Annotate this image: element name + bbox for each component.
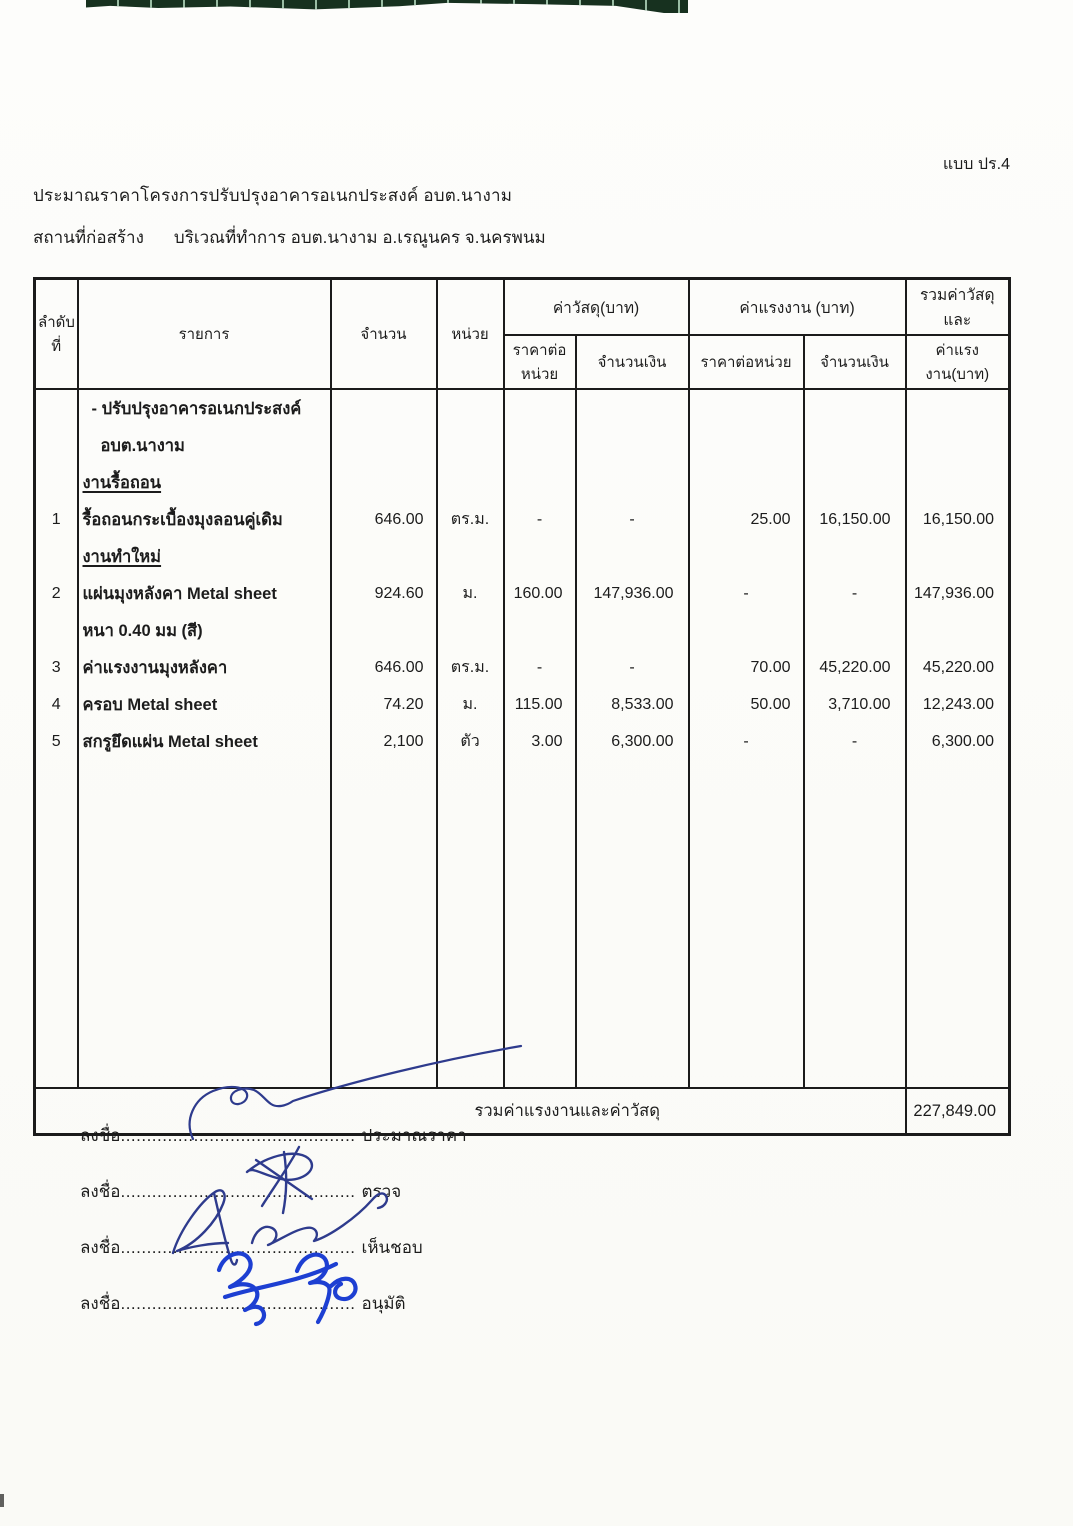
cell-no: 5 [35, 723, 78, 760]
table-body [35, 389, 1010, 1088]
cell-material-unit-price [504, 612, 576, 649]
cell-total [906, 760, 1010, 1088]
cell-unit: ม. [437, 686, 504, 723]
cell-no: 2 [35, 575, 78, 612]
cell-quantity [331, 538, 437, 575]
cell-quantity: 924.60 [331, 575, 437, 612]
cell-material-amount [576, 464, 689, 501]
cell-labor-unit-price: - [689, 723, 804, 760]
cell-material-unit-price [504, 760, 576, 1088]
cell-labor-amount [804, 612, 906, 649]
cell-material-amount: 147,936.00 [576, 575, 689, 612]
cell-material-unit-price: - [504, 501, 576, 538]
sign-role: ประมาณราคา [361, 1126, 467, 1145]
col-header-no [35, 279, 78, 390]
header-row-1 [35, 279, 1010, 336]
table-row [35, 686, 1010, 723]
sign-role: เห็นชอบ [361, 1238, 423, 1257]
cell-material-unit-price [504, 427, 576, 464]
cell-material-unit-price: 160.00 [504, 575, 576, 612]
cell-item [78, 760, 331, 1088]
cell-item: ค่าแรงงานมุงหลังคา [78, 649, 331, 686]
grand-total-value: 227,849.00 [906, 1088, 1010, 1135]
sign-prefix: ลงชื่อ [80, 1182, 121, 1201]
cell-labor-unit-price: 50.00 [689, 686, 804, 723]
cell-material-amount: 6,300.00 [576, 723, 689, 760]
cell-no [35, 760, 78, 1088]
cell-material-amount: - [576, 501, 689, 538]
cell-total [906, 538, 1010, 575]
scan-artifact [0, 1494, 4, 1507]
cell-no [35, 612, 78, 649]
table-row [35, 389, 1010, 427]
col-header-labor-group: ค่าแรงงาน (บาท) [689, 279, 906, 336]
cell-item: รื้อถอนกระเบื้องมุงลอนคู่เดิม [78, 501, 331, 538]
cell-labor-unit-price [689, 760, 804, 1088]
signature-line-authorizer [80, 1290, 406, 1317]
cell-unit: ตร.ม. [437, 649, 504, 686]
cell-no: 3 [35, 649, 78, 686]
cell-unit: ตร.ม. [437, 501, 504, 538]
cell-material-unit-price [504, 538, 576, 575]
cell-item: แผ่นมุงหลังคา Metal sheet [78, 575, 331, 612]
cell-material-amount: 8,533.00 [576, 686, 689, 723]
table-row [35, 649, 1010, 686]
cell-quantity [331, 427, 437, 464]
construction-site-line [33, 224, 546, 251]
cell-quantity [331, 389, 437, 427]
cell-material-unit-price: 3.00 [504, 723, 576, 760]
cell-labor-amount: 3,710.00 [804, 686, 906, 723]
cell-material-amount [576, 538, 689, 575]
sign-role: ตรวจ [361, 1182, 402, 1201]
cell-labor-amount: - [804, 723, 906, 760]
table-row [35, 575, 1010, 612]
table-row [35, 612, 1010, 649]
col-header-labor-unit-price: ราคาต่อหน่วย [689, 335, 804, 389]
cell-item: หนา 0.40 มม (สี) [78, 612, 331, 649]
signature-line-approver [80, 1234, 423, 1261]
cell-material-unit-price [504, 389, 576, 427]
col-header-material-amount: จำนวนเงิน [576, 335, 689, 389]
col-header-grand-total-line1: รวมค่าวัสดุและ [906, 279, 1010, 336]
cell-material-unit-price: 115.00 [504, 686, 576, 723]
signature-line-estimator [80, 1122, 467, 1149]
table-row [35, 723, 1010, 760]
cell-unit: ตัว [437, 723, 504, 760]
cell-no [35, 538, 78, 575]
cell-no [35, 464, 78, 501]
cell-total: 6,300.00 [906, 723, 1010, 760]
cell-quantity: 74.20 [331, 686, 437, 723]
cell-unit: ม. [437, 575, 504, 612]
cell-labor-unit-price [689, 464, 804, 501]
cell-material-unit-price: - [504, 649, 576, 686]
cell-labor-amount: 16,150.00 [804, 501, 906, 538]
cell-total: 12,243.00 [906, 686, 1010, 723]
cell-material-amount [576, 427, 689, 464]
cell-unit [437, 464, 504, 501]
cell-labor-amount: - [804, 575, 906, 612]
cell-quantity: 646.00 [331, 649, 437, 686]
cell-item: สกรูยึดแผ่น Metal sheet [78, 723, 331, 760]
col-header-labor-amount: จำนวนเงิน [804, 335, 906, 389]
document-title: ประมาณราคาโครงการปรับปรุงอาคารอเนกประสงค์ อบต.นางาม [33, 186, 513, 205]
cell-quantity: 646.00 [331, 501, 437, 538]
table-empty-space [35, 760, 1010, 1088]
col-header-material-group: ค่าวัสดุ(บาท) [504, 279, 689, 336]
col-header-unit: หน่วย [437, 279, 504, 390]
col-header-quantity: จำนวน [331, 279, 437, 390]
cost-estimate-table [33, 277, 1011, 1136]
cell-labor-unit-price [689, 612, 804, 649]
signature-dotted-line: ............................................. [120, 1238, 356, 1257]
signature-stroke [247, 1154, 312, 1180]
cell-total [906, 612, 1010, 649]
cell-total [906, 464, 1010, 501]
table-row [35, 464, 1010, 501]
sign-role: อนุมัติ [361, 1294, 406, 1313]
signature-line-inspector [80, 1178, 401, 1205]
cell-labor-amount [804, 760, 906, 1088]
total-row-label: รวมค่าแรงงานและค่าวัสดุ [35, 1088, 906, 1135]
sign-prefix: ลงชื่อ [80, 1294, 121, 1313]
cell-quantity [331, 612, 437, 649]
cell-no [35, 427, 78, 464]
col-header-grand-total-line2: ค่าแรงงาน(บาท) [906, 335, 1010, 389]
cell-labor-unit-price: 70.00 [689, 649, 804, 686]
location-value: บริเวณที่ทำการ อบต.นางาม อ.เรณูนคร จ.นครพนม [173, 228, 546, 247]
cell-unit [437, 389, 504, 427]
cell-quantity: 2,100 [331, 723, 437, 760]
location-label: สถานที่ก่อสร้าง [33, 228, 144, 247]
cell-total: 45,220.00 [906, 649, 1010, 686]
cell-material-amount: - [576, 649, 689, 686]
sign-prefix: ลงชื่อ [80, 1126, 121, 1145]
cell-item: - ปรับปรุงอาคารอเนกประสงค์ [78, 389, 331, 427]
col-header-no-line2: ที่ [51, 338, 62, 355]
cell-labor-unit-price [689, 389, 804, 427]
table-row [35, 538, 1010, 575]
cell-labor-unit-price: - [689, 575, 804, 612]
cell-unit [437, 427, 504, 464]
cell-item: งานทำใหม่ [78, 538, 331, 575]
signature-dotted-line: ............................................. [120, 1126, 356, 1145]
col-header-material-unit-price: ราคาต่อหน่วย [504, 335, 576, 389]
cell-labor-amount: 45,220.00 [804, 649, 906, 686]
cell-item: ครอบ Metal sheet [78, 686, 331, 723]
scanner-background-strip [86, 0, 688, 13]
cell-total [906, 427, 1010, 464]
cell-no: 4 [35, 686, 78, 723]
signature-dotted-line: ............................................. [120, 1182, 356, 1201]
table-row [35, 501, 1010, 538]
cell-material-unit-price [504, 464, 576, 501]
cell-item: อบต.นางาม [78, 427, 331, 464]
cell-unit [437, 612, 504, 649]
cell-quantity [331, 760, 437, 1088]
cell-labor-unit-price [689, 427, 804, 464]
cell-labor-amount [804, 464, 906, 501]
cell-labor-unit-price [689, 538, 804, 575]
col-header-no-line1: ลำดับ [38, 314, 75, 331]
col-header-item: รายการ [78, 279, 331, 390]
form-code: แบบ ปร.4 [942, 156, 1010, 173]
cell-unit [437, 760, 504, 1088]
cell-total: 16,150.00 [906, 501, 1010, 538]
cell-material-amount [576, 612, 689, 649]
cell-quantity [331, 464, 437, 501]
cell-total [906, 389, 1010, 427]
table-row [35, 427, 1010, 464]
signature-dotted-line: ............................................. [120, 1294, 356, 1313]
cell-no: 1 [35, 501, 78, 538]
cell-labor-amount [804, 389, 906, 427]
cell-total: 147,936.00 [906, 575, 1010, 612]
cell-item: งานรื้อถอน [78, 464, 331, 501]
cell-no [35, 389, 78, 427]
cell-material-amount [576, 389, 689, 427]
sign-prefix: ลงชื่อ [80, 1238, 121, 1257]
table-header [35, 279, 1010, 390]
cell-labor-amount [804, 427, 906, 464]
cell-labor-amount [804, 538, 906, 575]
cell-material-amount [576, 760, 689, 1088]
cell-labor-unit-price: 25.00 [689, 501, 804, 538]
cell-unit [437, 538, 504, 575]
